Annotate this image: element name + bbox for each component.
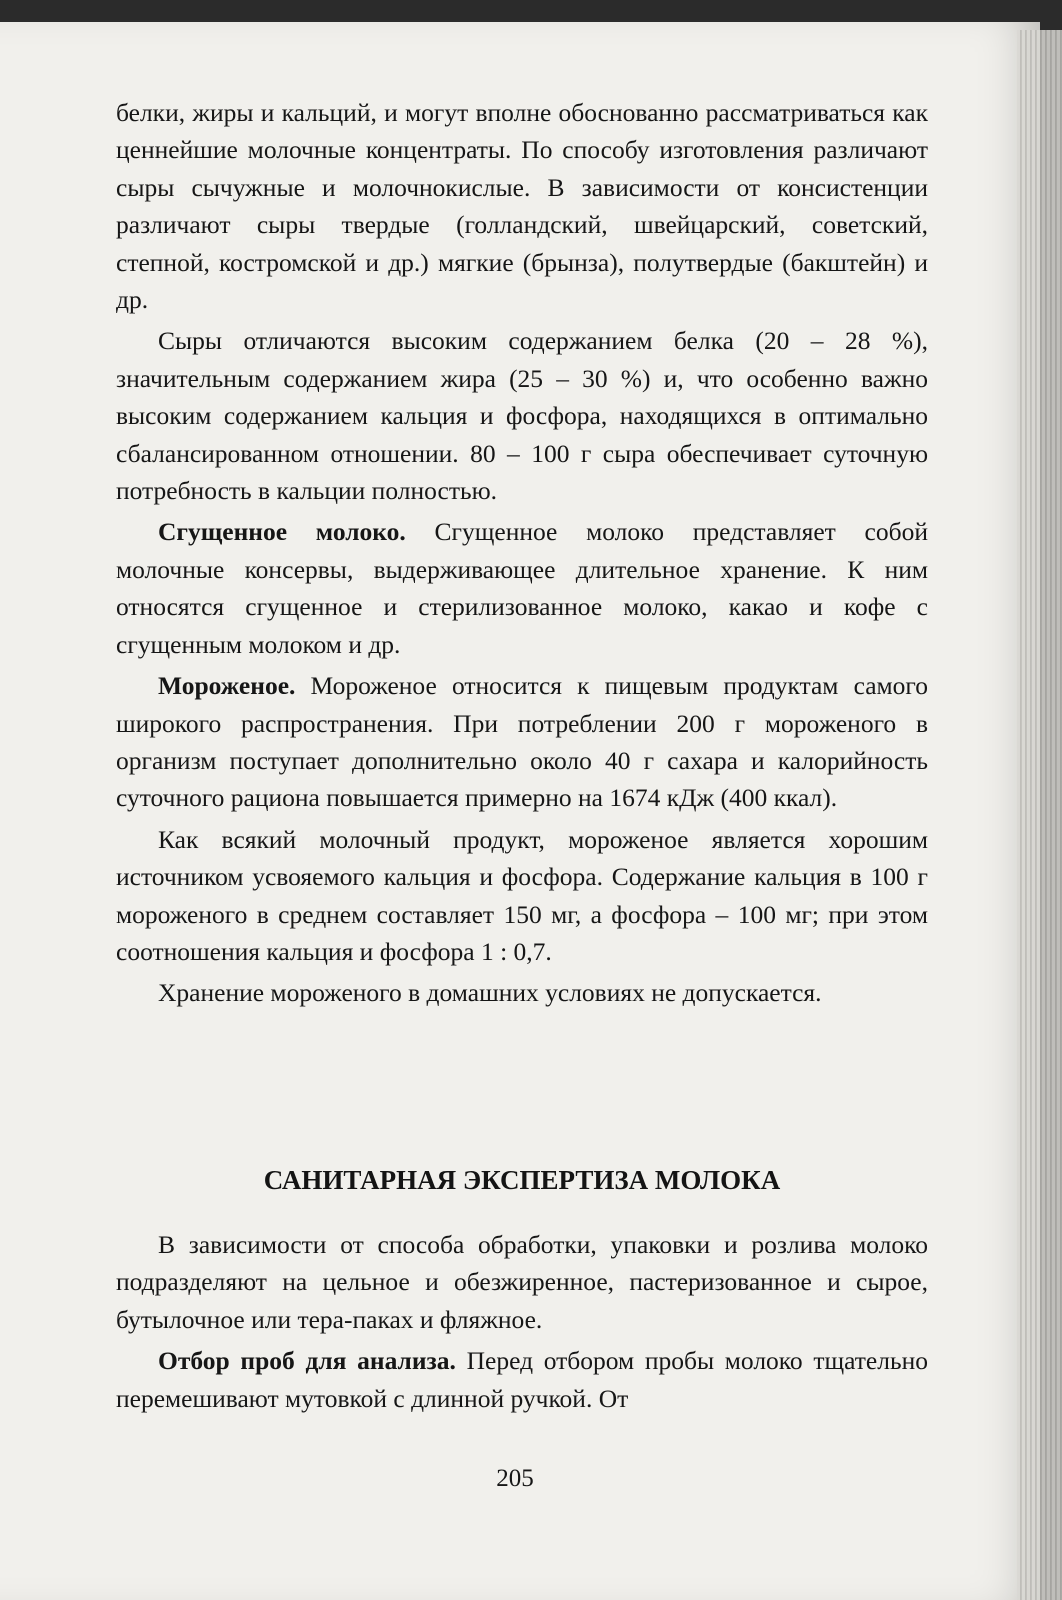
page-edges — [1017, 30, 1062, 1600]
body-text-after-heading — [116, 1226, 928, 1417]
paragraph-text: Сыры отличаются высоким содержанием белка (20 – 28 %), значительным содержанием жира (25 – 30 %) и, что особенно важно высоким содержанием кальция и фосфора, находящихся в оптимально сбалансированном отношении. 80 – 100 г сыра обеспечивает суточную потребность в кальции полностью. — [116, 326, 928, 506]
paragraph-lead: Сгущенное молоко. — [158, 517, 406, 547]
paragraph-lead: Отбор проб для анализа. — [158, 1346, 456, 1376]
paragraph-6 — [116, 974, 928, 1011]
paragraph-condensed-milk — [116, 513, 928, 663]
body-text — [116, 94, 928, 1012]
paragraph-ice-cream — [116, 667, 928, 817]
paragraph-7 — [116, 1226, 928, 1338]
paragraph-lead: Мороженое. — [158, 671, 296, 701]
paragraph-text: В зависимости от способа обработки, упаковки и розлива молоко подразделяют на цельное и обезжиренное, пастеризованное и сырое, бутылочное или тера-паках и фляжное. — [116, 1230, 928, 1334]
paragraph-text: белки, жиры и кальций, и могут вполне обоснованно рассматриваться как ценнейшие молочные концентраты. По способу изготовления различают сыры сычужные и молочнокислые. В зависимости от консистенции различают сыры твердые (голландский, швейцарский, советский, степной, костромской и др.) мягкие (брынза), полутвердые (бакштейн) и др. — [116, 98, 928, 315]
paragraph-text: Мороженое относится к пищевым продуктам самого широкого распространения. При потреблении 200 г мороженого в организм поступает дополнительно около 40 г сахара и калорийность суточного рациона повышается примерно на 1674 кДж (400 ккал). — [116, 671, 928, 813]
paragraph-2 — [116, 322, 928, 509]
section-heading: САНИТАРНАЯ ЭКСПЕРТИЗА МОЛОКА — [263, 1165, 781, 1195]
paragraph-5 — [116, 821, 928, 971]
paragraph-1 — [116, 94, 928, 318]
paragraph-sampling — [116, 1342, 928, 1417]
paragraph-text: Как всякий молочный продукт, мороженое является хорошим источником усвояемого кальция и фосфора. Содержание кальция в 100 г мороженого в среднем составляет 150 мг, а фосфора – 100 мг; при этом соотношения кальция и фосфора 1 : 0,7. — [116, 824, 928, 966]
paragraph-text: Перед отбором пробы молоко тщательно перемешивают мутовкой с длинной ручкой. От — [116, 1346, 928, 1413]
page-number: 205 — [496, 1465, 534, 1492]
paragraph-text: Хранение мороженого в домашних условиях не допускается. — [158, 978, 822, 1008]
paragraph-text: Сгущенное молоко представляет собой молочные консервы, выдерживающее длительное хранение. К ним относятся сгущенное и стерилизованное молоко, какао и кофе с сгущенным молоком и др. — [116, 517, 928, 659]
